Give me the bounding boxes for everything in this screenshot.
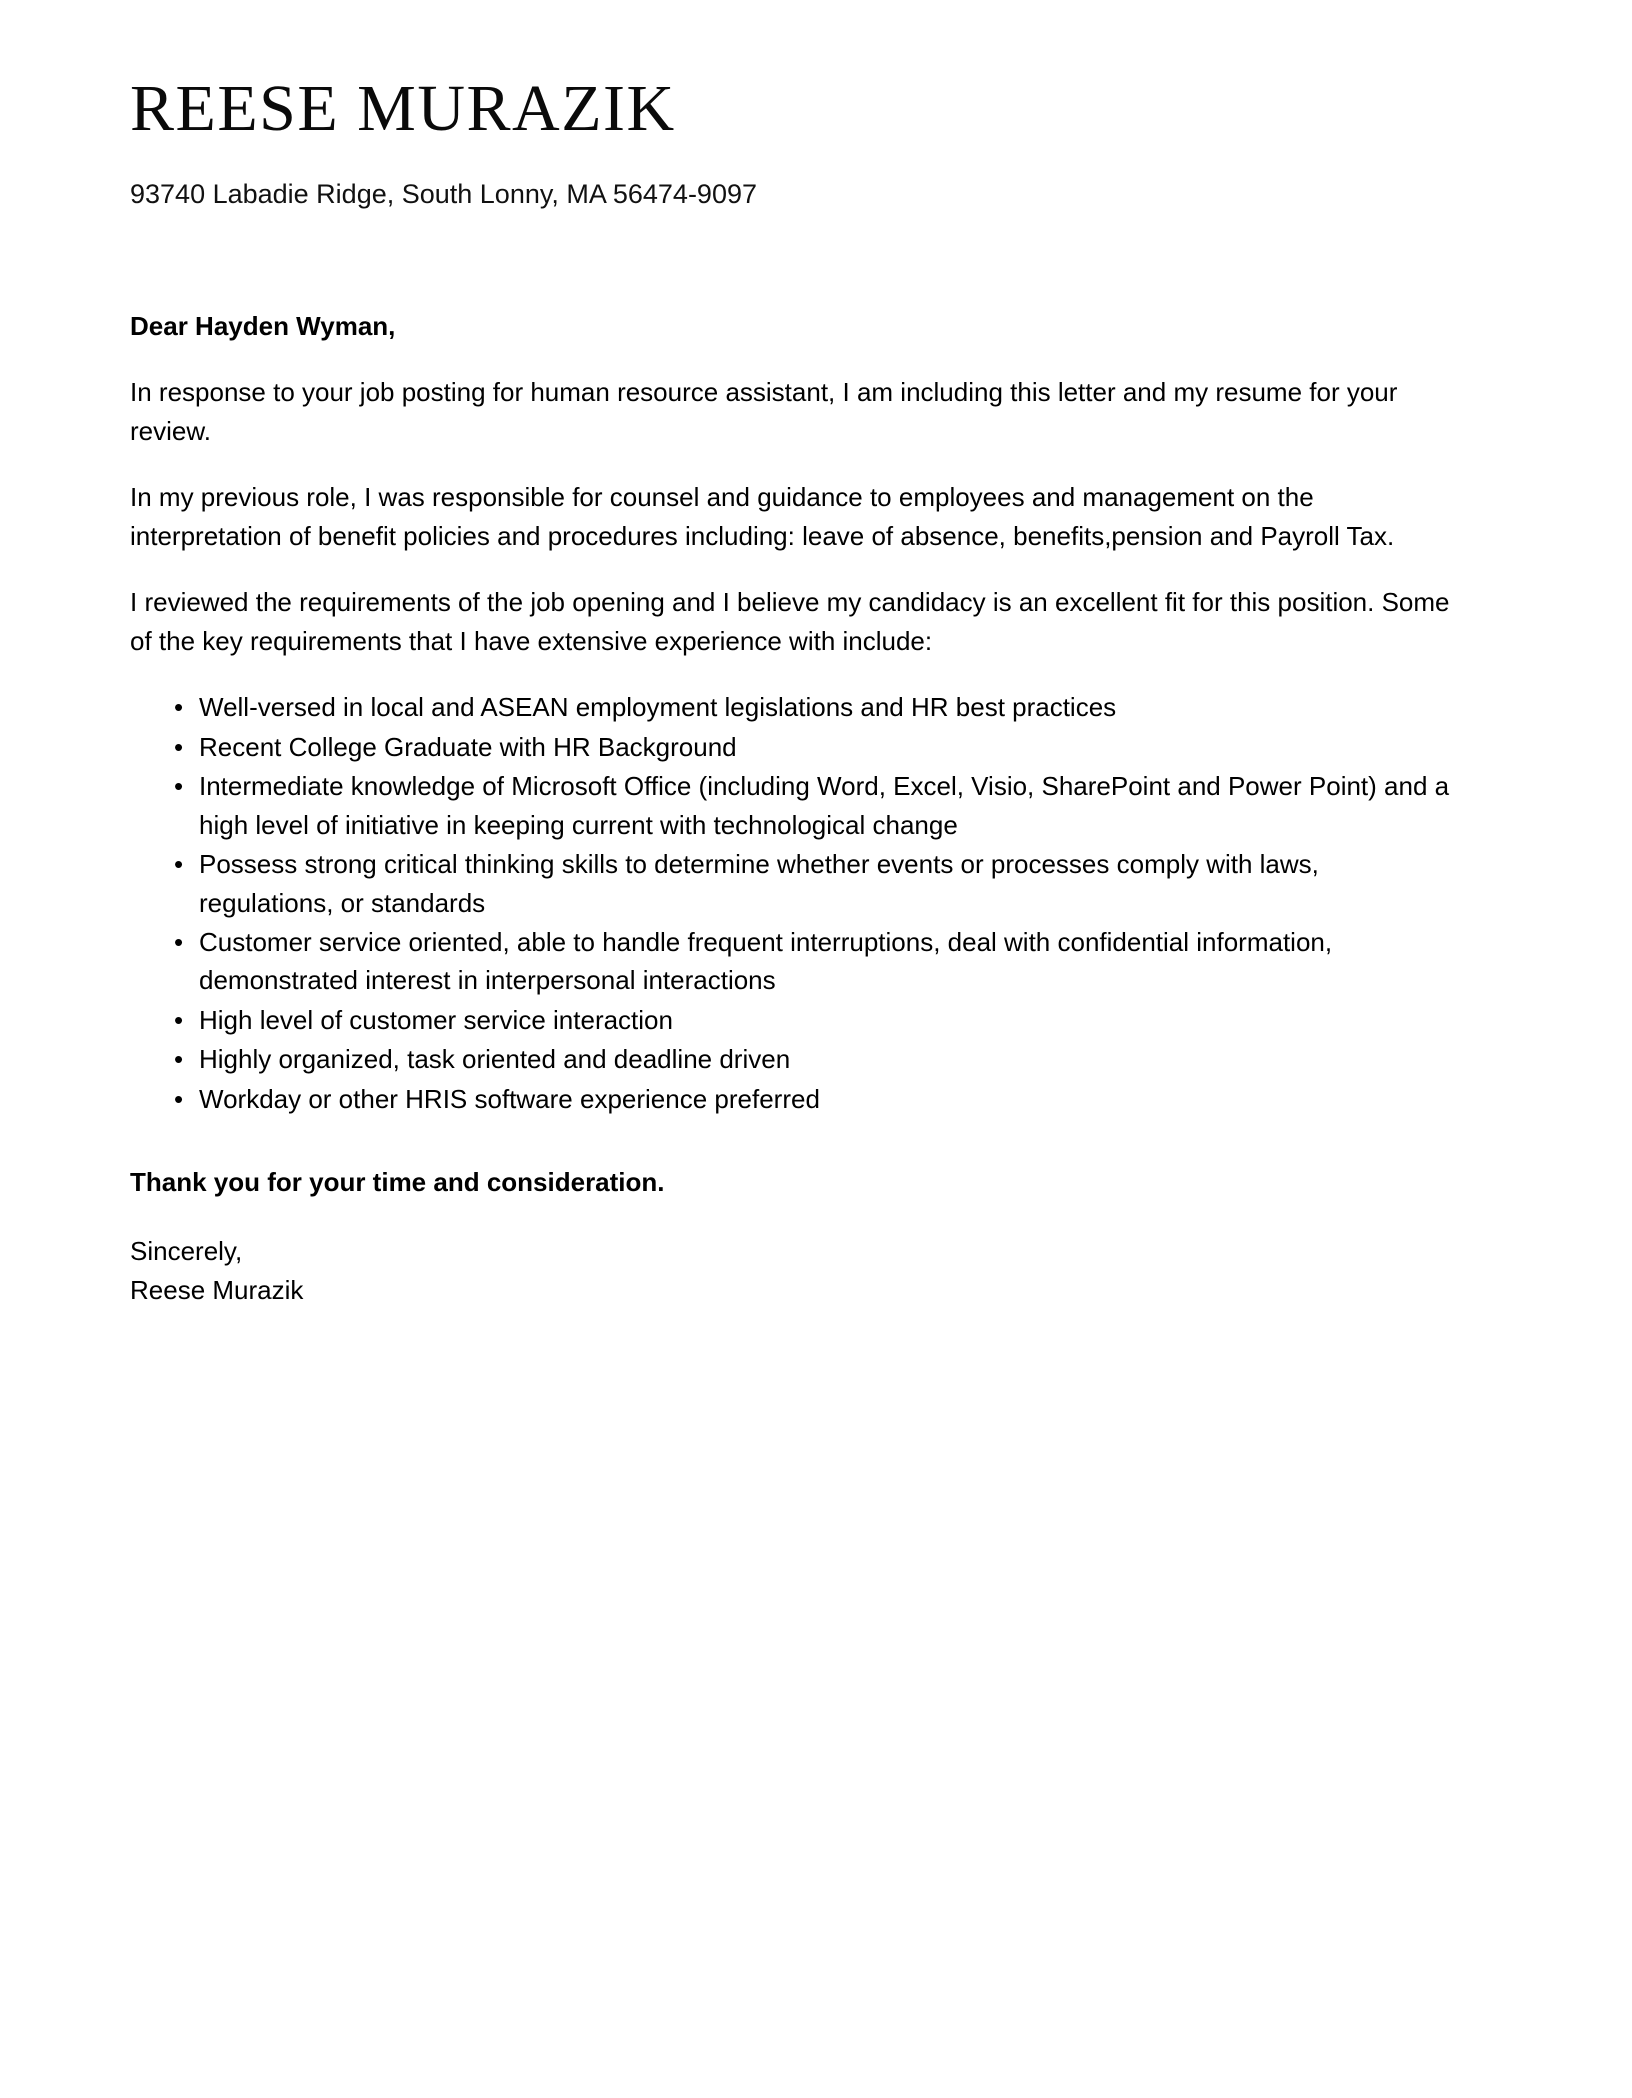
signoff-name: Reese Murazik [130,1274,304,1305]
list-item: • Highly organized, task oriented and deadline driven [174,1040,1460,1078]
list-item: • Workday or other HRIS software experience preferred [174,1080,1460,1118]
signoff-block [130,1232,1460,1309]
body-paragraph-2: In my previous role, I was responsible for counsel and guidance to employees and management on the interpretation of benefit policies and procedures including: leave of absence, benefits,pension and Payroll Tax. [130,482,1395,551]
salutation: Dear Hayden Wyman, [130,310,396,341]
sender-address: 93740 Labadie Ridge, South Lonny, MA 56474-9097 [130,178,757,209]
list-item: • Intermediate knowledge of Microsoft Office (including Word, Excel, Visio, SharePoint and Power Point) and a high level of initiative in keeping current with technological change [174,767,1460,844]
signoff-closing: Sincerely, [130,1236,243,1267]
requirements-list [130,688,1460,1118]
list-item: • Customer service oriented, able to handle frequent interruptions, deal with confidential information, demonstrated interest in interpersonal interactions [174,923,1460,1000]
list-item: • Recent College Graduate with HR Background [174,728,1460,766]
body-paragraph-1: In response to your job posting for human resource assistant, I am including this letter and my resume for your review. [130,377,1398,446]
list-item: • High level of customer service interaction [174,1001,1460,1039]
list-item: • Possess strong critical thinking skills to determine whether events or processes comply with laws, regulations, or standards [174,845,1460,922]
closing-thanks: Thank you for your time and consideration. [130,1167,665,1198]
letter-content [130,72,1460,1309]
page-title: REESE MURAZIK [130,72,676,145]
body-paragraph-3: I reviewed the requirements of the job opening and I believe my candidacy is an excellent fit for this position. Some of the key requirements that I have extensive experience with include: [130,587,1450,656]
list-item: • Well-versed in local and ASEAN employment legislations and HR best practices [174,688,1460,726]
